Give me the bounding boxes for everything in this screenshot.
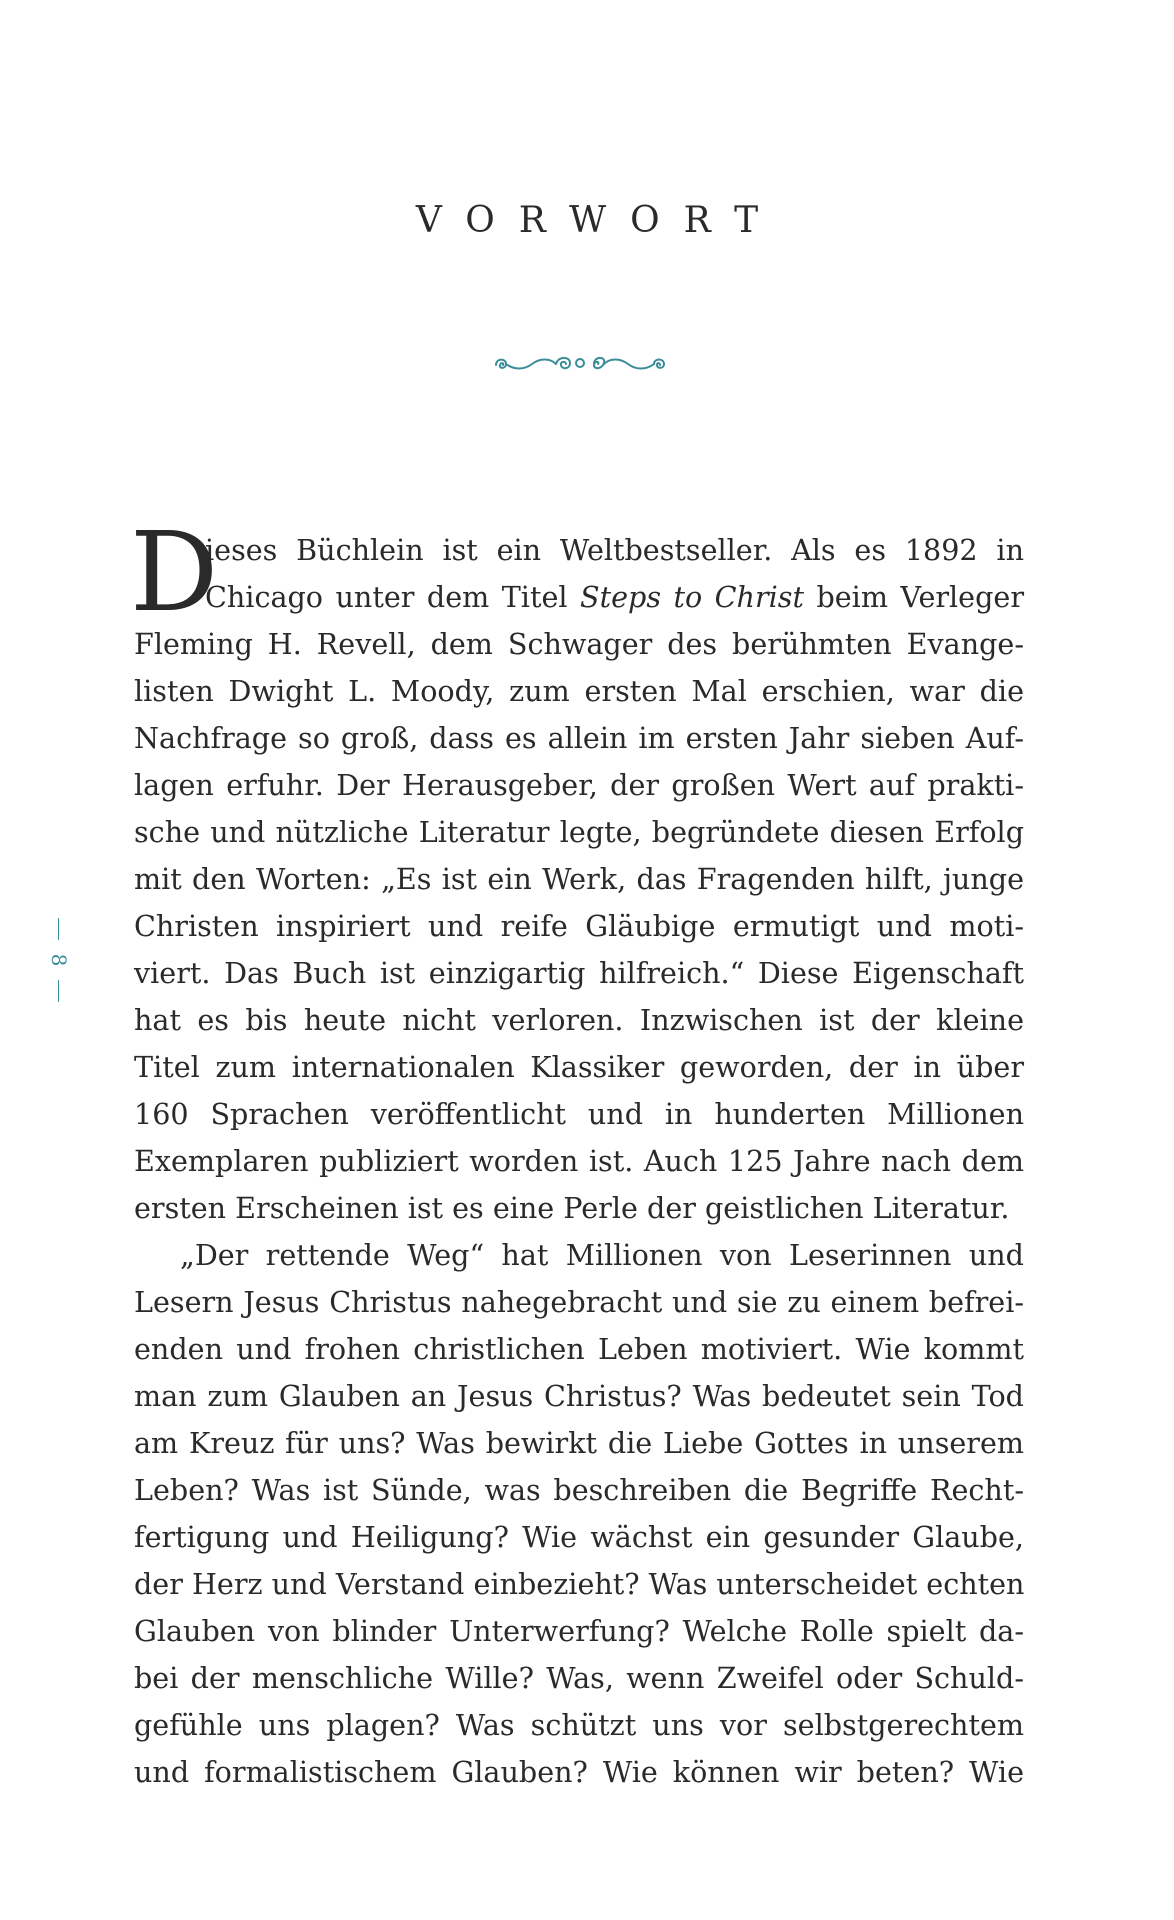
text-line: Fleming H. Revell, dem Schwager des berühmten Evange- bbox=[134, 627, 1024, 661]
page-number-marker bbox=[44, 918, 74, 1002]
book-title-italic: Steps to Christ bbox=[580, 580, 804, 614]
body-text bbox=[134, 527, 1024, 1796]
text-line: Leben? Was ist Sünde, was beschreiben die Begriffe Recht- bbox=[134, 1473, 1024, 1507]
text-line: sche und nützliche Literatur legte, begründete diesen Erfolg bbox=[134, 815, 1024, 849]
text-line: mit den Worten: „Es ist ein Werk, das Fragenden hilft, junge bbox=[134, 862, 1024, 896]
drop-cap: D bbox=[130, 508, 219, 636]
text-line: bei der menschliche Wille? Was, wenn Zweifel oder Schuld- bbox=[134, 1661, 1024, 1695]
page-number: 8 bbox=[47, 953, 71, 967]
text-line: fertigung und Heiligung? Wie wächst ein gesunder Glaube, bbox=[134, 1520, 1024, 1554]
page-title: VORWORT bbox=[415, 200, 783, 241]
text-line: und formalistischem Glauben? Wie können wir beten? Wie bbox=[134, 1755, 1024, 1789]
text-line: Exemplaren publiziert worden ist. Auch 125 Jahre nach dem bbox=[134, 1144, 1024, 1178]
text-line: hat es bis heute nicht verloren. Inzwischen ist der kleine bbox=[134, 1003, 1024, 1037]
text-line: lagen erfuhr. Der Herausgeber, der großen Wert auf prakti- bbox=[134, 768, 1024, 802]
text-line: man zum Glauben an Jesus Christus? Was bedeutet sein Tod bbox=[134, 1379, 1024, 1413]
text-line: gefühle uns plagen? Was schützt uns vor selbstgerechtem bbox=[134, 1708, 1024, 1742]
folio-rule-top bbox=[58, 918, 59, 940]
swirl-divider-icon bbox=[490, 350, 670, 376]
folio-rule-bottom bbox=[58, 980, 59, 1002]
text-line: der Herz und Verstand einbezieht? Was unterscheidet echten bbox=[134, 1567, 1025, 1601]
text-line: viert. Das Buch ist einzigartig hilfreich.“ Diese Eigenschaft bbox=[134, 956, 1024, 990]
text-line: „Der rettende Weg“ hat Millionen von Leserinnen und bbox=[180, 1238, 1024, 1272]
text-line: Glauben von blinder Unterwerfung? Welche Rolle spielt da- bbox=[134, 1614, 1024, 1648]
text-line: enden und frohen christlichen Leben motiviert. Wie kommt bbox=[134, 1332, 1024, 1366]
text-line: 160 Sprachen veröffentlicht und in hunderten Millionen bbox=[134, 1097, 1024, 1131]
text-line: ersten Erscheinen ist es eine Perle der geistlichen Literatur. bbox=[134, 1191, 1010, 1225]
text-line: ieses Büchlein ist ein Weltbestseller. Als es 1892 in bbox=[205, 533, 1024, 567]
text-line: Titel zum internationalen Klassiker geworden, der in über bbox=[134, 1050, 1024, 1084]
text-line: Nachfrage so groß, dass es allein im ersten Jahr sieben Auf- bbox=[134, 721, 1024, 755]
text-line: Christen inspiriert und reife Gläubige ermutigt und moti- bbox=[134, 909, 1024, 943]
text-line: Lesern Jesus Christus nahegebracht und sie zu einem befrei- bbox=[134, 1285, 1024, 1319]
text-line: Chicago unter dem Titel Steps to Christ beim Verleger bbox=[205, 580, 1024, 614]
text-line: listen Dwight L. Moody, zum ersten Mal erschien, war die bbox=[134, 674, 1024, 708]
text-line: am Kreuz für uns? Was bewirkt die Liebe Gottes in unserem bbox=[134, 1426, 1024, 1460]
